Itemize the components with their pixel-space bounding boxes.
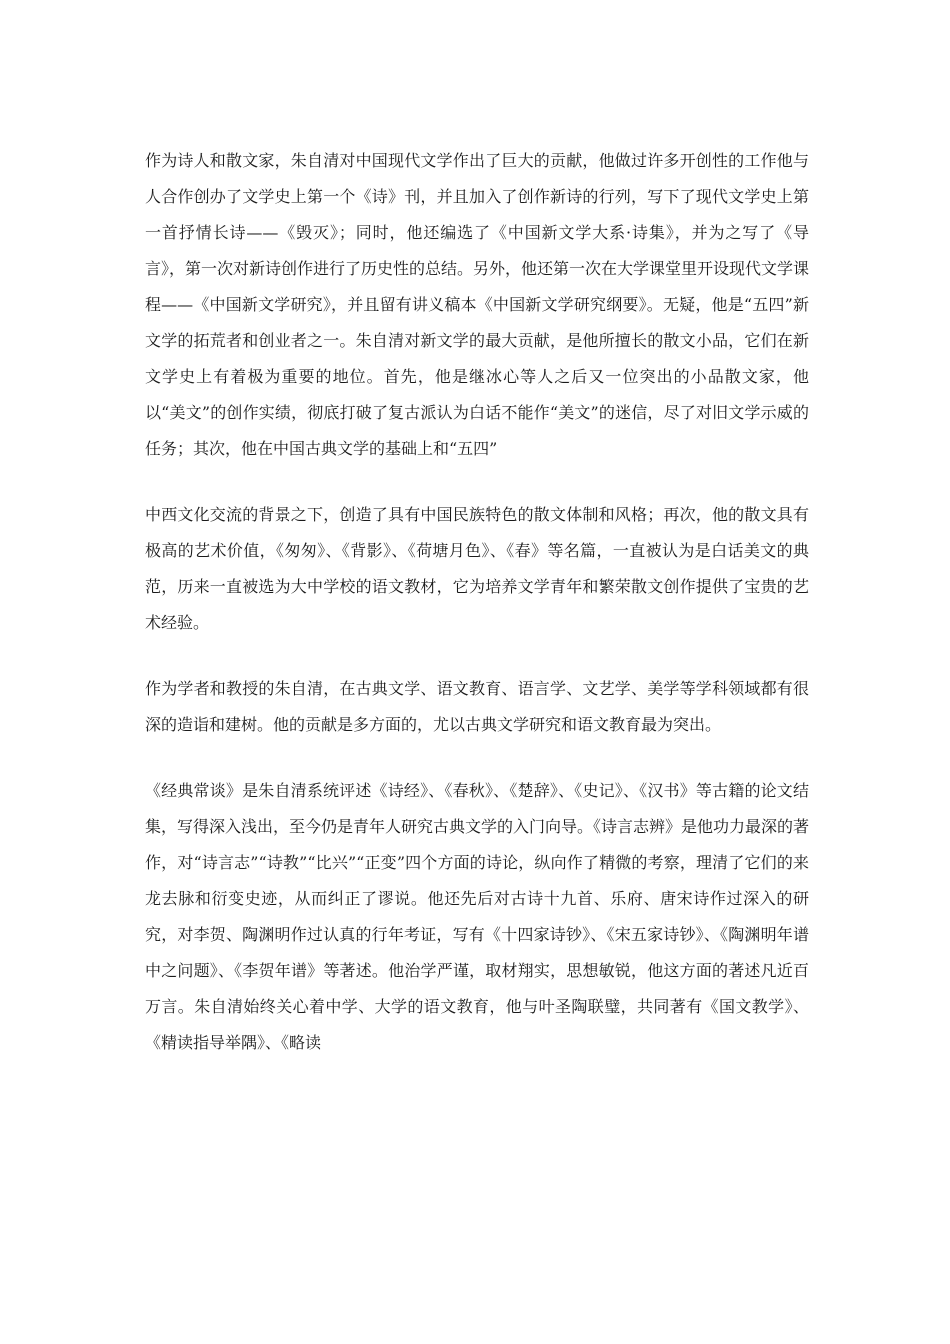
document-page — [145, 143, 809, 1061]
paragraph-classics: 《经典常谈》是朱自清系统评述《诗经》、《春秋》、《楚辞》、《史记》、《汉书》等古籍的论文结集，写得深入浅出，至今仍是青年人研究古典文学的入门向导。《诗言志辨》是他功力最深的著作，对“诗言志”“诗教”“比兴”“正变”四个方面的诗论，纵向作了精微的考察，理清了它们的来龙去脉和衍变史迹，从而纠正了谬说。他还先后对古诗十九首、乐府、唐宋诗作过深入的研究，对李贺、陶渊明作过认真的行年考证，写有《十四家诗钞》、《宋五家诗钞》、《陶渊明年谱中之问题》、《李贺年谱》等著述。他治学严谨，取材翔实，思想敏锐，他这方面的著述凡近百万言。朱自清始终关心着中学、大学的语文教育，他与叶圣陶联璧，共同著有《国文教学》、《精读指导举隅》、《略读 — [145, 781, 810, 1052]
paragraph-contributions: 作为诗人和散文家，朱自清对中国现代文学作出了巨大的贡献，他做过许多开创性的工作他与人合作创办了文学史上第一个《诗》刊，并且加入了创作新诗的行列，写下了现代文学史上第一首抒情长诗——《毁灭》；同时，他还编选了《中国新文学大系·诗集》，并为之写了《导言》，第一次对新诗创作进行了历史性的总结。另外，他还第一次在大学课堂里开设现代文学课程——《中国新文学研究》，并且留有讲义稿本《中国新文学研究纲要》。无疑，他是“五四”新文学的拓荒者和创业者之一。朱自清对新文学的最大贡献，是他所擅长的散文小品，它们在新文学史上有着极为重要的地位。首先，他是继冰心等人之后又一位突出的小品散文家，他以“美文”的创作实绩，彻底打破了复古派认为白话不能作“美文”的迷信，尽了对旧文学示威的任务；其次，他在中国古典文学的基础上和“五四” — [145, 151, 810, 458]
paragraph-scholar: 作为学者和教授的朱自清，在古典文学、语文教育、语言学、文艺学、美学等学科领域都有很深的造诣和建树。他的贡献是多方面的，尤以古典文学研究和语文教育最为突出。 — [145, 679, 809, 734]
paragraph-prose-style: 中西文化交流的背景之下，创造了具有中国民族特色的散文体制和风格；再次，他的散文具有极高的艺术价值，《匆匆》、《背影》、《荷塘月色》、《春》等名篇，一直被认为是白话美文的典范，历来一直被选为大中学校的语文教材，它为培养文学青年和繁荣散文创作提供了宝贵的艺术经验。 — [145, 505, 809, 632]
